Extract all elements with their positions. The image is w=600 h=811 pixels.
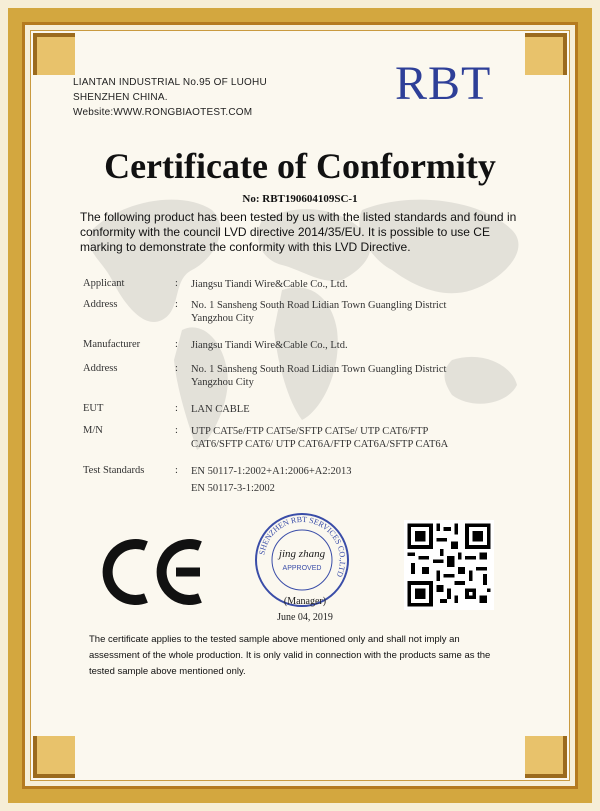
manufacturer-value: Jiangsu Tiandi Wire&Cable Co., Ltd.: [191, 340, 348, 351]
row-colon: :: [175, 425, 178, 436]
model-line: UTP CAT5e/FTP CAT5e/SFTP CAT5e/ UTP CAT6/FTP: [191, 426, 429, 437]
corner-ornament: [525, 33, 567, 75]
certificate-number: No: RBT190604109SC-1: [242, 193, 358, 205]
corner-ornament: [525, 736, 567, 778]
row-label: EUT: [83, 403, 104, 414]
row-colon: :: [175, 465, 178, 476]
corner-ornament: [33, 33, 75, 75]
disclaimer-text: The certificate applies to the tested sample above mentioned only and shall not imply an assessment of the whole production. It is only valid in connection with the products same as the tested sample above mentioned only.: [89, 634, 491, 677]
address-line: No. 1 Sansheng South Road Lidian Town Guangling District: [191, 364, 447, 375]
row-label: Address: [83, 363, 118, 374]
certificate-title: Certificate of Conformity: [104, 146, 496, 186]
address-value: [191, 363, 531, 389]
row-colon: :: [175, 278, 178, 289]
applicant-value: Jiangsu Tiandi Wire&Cable Co., Ltd.: [191, 279, 348, 290]
standard-line: EN 50117-3-1:2002: [191, 483, 275, 494]
address-line: Yangzhou City: [191, 313, 254, 324]
row-label: Manufacturer: [83, 339, 141, 350]
row-colon: :: [175, 403, 178, 414]
address-line: No. 1 Sansheng South Road Lidian Town Guangling District: [191, 300, 447, 311]
address-line: LIANTAN INDUSTRIAL No.95 OF LUOHU: [73, 77, 267, 88]
eut-value: LAN CABLE: [191, 404, 250, 415]
standard-line: EN 50117-1:2002+A1:2006+A2:2013: [191, 466, 352, 477]
standards-value: [191, 465, 531, 495]
qr-code-icon: [404, 520, 494, 610]
ce-mark-icon: [96, 536, 208, 608]
address-value: [191, 299, 531, 325]
manager-label: (Manager): [283, 596, 327, 607]
row-colon: :: [175, 363, 178, 374]
row-label: Applicant: [83, 278, 125, 289]
website-text: Website:WWW.RONGBIAOTEST.COM: [73, 107, 253, 118]
address-line: Yangzhou City: [191, 377, 254, 388]
row-label: Address: [83, 299, 118, 310]
corner-ornament: [33, 736, 75, 778]
company-stamp: [252, 510, 352, 610]
row-label: Test Standards: [83, 465, 145, 476]
row-colon: :: [175, 339, 178, 350]
signature: jing zhang: [278, 548, 326, 560]
logo-text: RBT: [395, 57, 492, 110]
issuer-address: [73, 75, 267, 120]
model-number-value: [191, 425, 531, 451]
row-colon: :: [175, 299, 178, 310]
stamp-approved: APPROVED: [282, 565, 322, 572]
model-line: CAT6/SFTP CAT6/ UTP CAT6A/FTP CAT6A/SFTP CAT6A: [191, 439, 449, 450]
rbt-logo: [395, 56, 527, 110]
row-label: M/N: [83, 425, 103, 436]
issue-date: June 04, 2019: [277, 612, 333, 623]
intro-paragraph: The following product has been tested by us with the listed standards and found in conformity with the council LVD directive 2014/35/EU. It is possible to use CE marking to demonstrate the conformity with this LVD Directive.: [80, 210, 517, 254]
stamp-ring-text: SHENZHEN RBT SERVICES CO.,LTD: [257, 514, 348, 579]
address-line: SHENZHEN CHINA.: [73, 92, 168, 103]
